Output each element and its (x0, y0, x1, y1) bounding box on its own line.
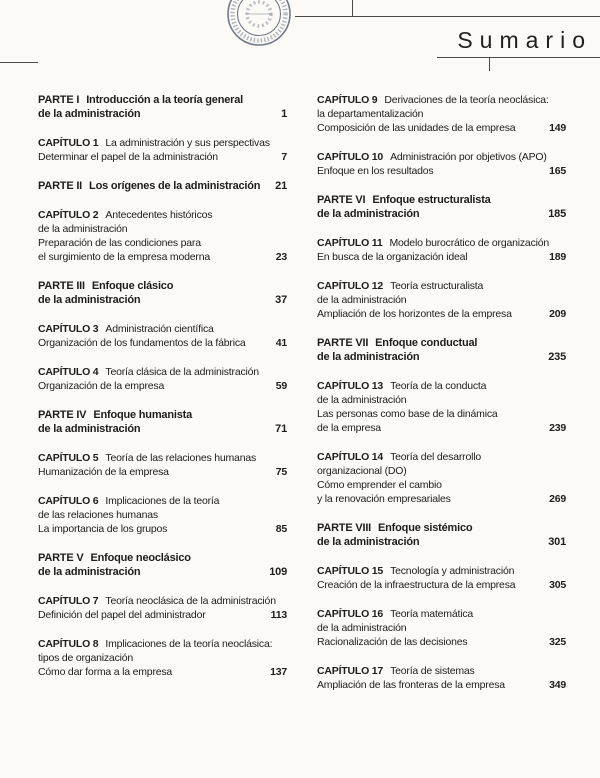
entry-line: la departamentalización (317, 108, 424, 120)
entry-line: Ampliación de los horizontes de la empresa (317, 308, 512, 320)
entry-text (317, 607, 542, 649)
entry-title: Teoría clásica de la administración (105, 366, 259, 378)
entry-first-line (317, 450, 542, 464)
toc-entry (317, 279, 566, 321)
header-rule-top (295, 16, 600, 17)
entry-page-number: 239 (549, 422, 566, 434)
entry-text (317, 450, 542, 506)
entry-line: Las personas como base de la dinámica (317, 408, 498, 420)
entry-page-number: 235 (548, 351, 566, 363)
entry-title: Teoría del desarrollo (390, 451, 481, 463)
library-stamp-icon (224, 0, 294, 49)
toc-entry (38, 594, 287, 622)
toc-entry (317, 93, 566, 135)
toc-entry (317, 193, 566, 221)
entry-text (317, 279, 542, 321)
entry-label: CAPÍTULO 11 (317, 237, 383, 249)
entry-page-number: 269 (549, 493, 566, 505)
entry-text (317, 236, 550, 264)
entry-first-line (38, 594, 276, 608)
toc-entry (317, 150, 566, 178)
entry-title: Administración científica (105, 323, 214, 335)
entry-title: Enfoque estructuralista (372, 194, 491, 206)
entry-line: de la administración (38, 566, 141, 578)
entry-page-number: 85 (275, 523, 287, 535)
entry-text (38, 208, 263, 264)
entry-title: Modelo burocrático de organización (389, 237, 550, 249)
entry-page-number: 109 (269, 566, 287, 578)
entry-page-number: 349 (549, 679, 566, 691)
entry-page-number: 1 (281, 108, 287, 120)
entry-first-line (317, 279, 542, 293)
entry-first-line (38, 551, 263, 565)
toc-column-right (317, 93, 566, 707)
entry-page-number: 185 (548, 208, 566, 220)
toc-entry (317, 664, 566, 692)
entry-line: organizacional (DO) (317, 465, 407, 477)
header-tick-top (352, 0, 353, 17)
entry-page-number: 7 (281, 151, 287, 163)
entry-label: CAPÍTULO 15 (317, 565, 384, 577)
entry-line: Enfoque en los resultados (317, 165, 434, 177)
entry-first-line (317, 93, 549, 107)
entry-line: Cómo dar forma a la empresa (38, 666, 173, 678)
entry-label: PARTE II (38, 180, 83, 192)
entry-text (317, 93, 549, 135)
entry-page-number: 209 (549, 308, 566, 320)
entry-label: CAPÍTULO 5 (38, 452, 99, 464)
entry-line: de la administración (317, 351, 420, 363)
entry-title: Teoría neoclásica de la administración (105, 595, 276, 607)
entry-line: Racionalización de las decisiones (317, 636, 468, 648)
entry-line: de la administración (38, 423, 141, 435)
entry-page-number: 305 (549, 579, 566, 591)
entry-first-line (317, 564, 542, 578)
entry-label: PARTE I (38, 94, 80, 106)
entry-first-line (38, 279, 263, 293)
toc-entry (317, 521, 566, 549)
entry-label: CAPÍTULO 6 (38, 495, 99, 507)
entry-page-number: 71 (275, 423, 287, 435)
entry-page-number: 37 (275, 294, 287, 306)
entry-text (38, 451, 263, 479)
entry-first-line (38, 408, 263, 422)
entry-label: CAPÍTULO 14 (317, 451, 384, 463)
toc-entry (317, 336, 566, 364)
entry-line: Organización de la empresa (38, 380, 165, 392)
left-edge-rule (0, 62, 38, 63)
entry-text (317, 379, 542, 435)
entry-line: Organización de los fundamentos de la fábrica (38, 337, 246, 349)
entry-first-line (38, 136, 270, 150)
entry-line: y la renovación empresariales (317, 493, 451, 505)
entry-line: de la empresa (317, 422, 381, 434)
entry-title: Teoría de las relaciones humanas (105, 452, 257, 464)
entry-first-line (317, 236, 550, 250)
entry-page-number: 23 (275, 251, 287, 263)
toc-entry (38, 279, 287, 307)
entry-label: CAPÍTULO 1 (38, 137, 99, 149)
entry-title: Administración por objetivos (APO) (390, 151, 547, 163)
entry-text (38, 551, 263, 579)
entry-label: PARTE VIII (317, 522, 372, 534)
entry-first-line (317, 521, 542, 535)
entry-title: Introducción a la teoría general (86, 94, 243, 106)
toc-entry (38, 451, 287, 479)
table-of-contents (38, 93, 566, 707)
entry-label: CAPÍTULO 13 (317, 380, 384, 392)
entry-text (38, 594, 276, 622)
toc-entry (38, 637, 287, 679)
entry-page-number: 41 (275, 337, 287, 349)
toc-entry (38, 208, 287, 264)
entry-text (38, 279, 263, 307)
entry-page-number: 189 (549, 251, 566, 263)
entry-label: CAPÍTULO 8 (38, 638, 99, 650)
toc-entry (317, 450, 566, 506)
entry-line: Humanización de la empresa (38, 466, 169, 478)
toc-entry (317, 564, 566, 592)
entry-label: CAPÍTULO 12 (317, 280, 384, 292)
entry-text (38, 408, 263, 436)
entry-line: de la administración (38, 294, 141, 306)
entry-label: CAPÍTULO 10 (317, 151, 384, 163)
entry-page-number: 301 (548, 536, 566, 548)
entry-text (38, 136, 270, 164)
entry-title: Implicaciones de la teoría (105, 495, 220, 507)
entry-title: Teoría de sistemas (390, 665, 475, 677)
entry-first-line (317, 607, 542, 621)
entry-line: En busca de la organización ideal (317, 251, 468, 263)
title-underline-tick (489, 57, 490, 71)
entry-text (317, 150, 547, 178)
entry-text (38, 365, 263, 393)
entry-line: tipos de organización (38, 652, 134, 664)
entry-text (38, 322, 263, 350)
entry-line: Preparación de las condiciones para (38, 237, 201, 249)
entry-first-line (38, 322, 263, 336)
entry-page-number: 137 (270, 666, 287, 678)
entry-first-line (317, 379, 542, 393)
entry-label: CAPÍTULO 16 (317, 608, 384, 620)
entry-label: CAPÍTULO 17 (317, 665, 384, 677)
entry-first-line (317, 336, 542, 350)
entry-page-number: 21 (275, 180, 287, 192)
entry-first-line (317, 150, 547, 164)
toc-column-left (38, 93, 287, 707)
entry-first-line (38, 93, 263, 107)
entry-line: Definición del papel del administrador (38, 609, 206, 621)
entry-text (38, 637, 273, 679)
entry-line: de la administración (317, 208, 420, 220)
entry-title: Enfoque neoclásico (90, 552, 191, 564)
entry-title: Teoría de la conducta (390, 380, 487, 392)
entry-title: Tecnología y administración (390, 565, 515, 577)
entry-title: Los orígenes de la administración (89, 180, 261, 192)
entry-page-number: 149 (549, 122, 566, 134)
toc-entry (38, 93, 287, 121)
entry-text (317, 336, 542, 364)
entry-title: Enfoque clásico (91, 280, 174, 292)
entry-line: de la administración (317, 394, 407, 406)
entry-title: Implicaciones de la teoría neoclásica: (105, 638, 273, 650)
entry-first-line (317, 664, 542, 678)
title-underline-rule (437, 57, 600, 58)
toc-entry (38, 365, 287, 393)
entry-title: Antecedentes históricos (105, 209, 213, 221)
entry-label: PARTE VI (317, 194, 366, 206)
entry-line: el surgimiento de la empresa moderna (38, 251, 210, 263)
entry-page-number: 75 (275, 466, 287, 478)
entry-page-number: 165 (549, 165, 566, 177)
entry-line: de la administración (317, 294, 407, 306)
entry-label: CAPÍTULO 7 (38, 595, 99, 607)
toc-entry (38, 136, 287, 164)
toc-entry (38, 179, 287, 193)
entry-line: de la administración (317, 536, 420, 548)
entry-line: Ampliación de las fronteras de la empresa (317, 679, 505, 691)
entry-label: CAPÍTULO 9 (317, 94, 378, 106)
entry-title: Enfoque sistémico (378, 522, 473, 534)
entry-label: CAPÍTULO 3 (38, 323, 99, 335)
entry-line: de la administración (38, 108, 141, 120)
toc-entry (317, 236, 566, 264)
entry-first-line (38, 179, 263, 193)
entry-line: Cómo emprender el cambio (317, 479, 442, 491)
entry-text (38, 494, 263, 536)
entry-line: de la administración (38, 223, 128, 235)
toc-entry (38, 408, 287, 436)
entry-label: PARTE III (38, 280, 85, 292)
toc-entry (38, 551, 287, 579)
entry-title: Enfoque conductual (375, 337, 478, 349)
entry-label: CAPÍTULO 2 (38, 209, 99, 221)
entry-line: Creación de la infraestructura de la empresa (317, 579, 516, 591)
toc-entry (38, 494, 287, 536)
entry-label: PARTE IV (38, 409, 87, 421)
entry-first-line (38, 365, 263, 379)
entry-title: Teoría estructuralista (390, 280, 484, 292)
entry-first-line (38, 208, 263, 222)
entry-page-number: 59 (275, 380, 287, 392)
entry-line: de la administración (317, 622, 407, 634)
entry-line: de las relaciones humanas (38, 509, 158, 521)
entry-title: Teoría matemática (390, 608, 474, 620)
entry-text (317, 521, 542, 549)
entry-text (317, 193, 542, 221)
entry-page-number: 113 (270, 609, 287, 621)
entry-page-number: 325 (549, 636, 566, 648)
entry-first-line (38, 451, 263, 465)
toc-entry (317, 607, 566, 649)
entry-title: La administración y sus perspectivas (105, 137, 270, 149)
toc-entry (317, 379, 566, 435)
entry-title: Enfoque humanista (93, 409, 192, 421)
entry-label: PARTE VII (317, 337, 369, 349)
entry-label: PARTE V (38, 552, 84, 564)
entry-text (38, 93, 263, 121)
entry-first-line (317, 193, 542, 207)
page-title: Sumario (457, 27, 592, 53)
entry-line: Composición de las unidades de la empresa (317, 122, 516, 134)
entry-title: Derivaciones de la teoría neoclásica: (384, 94, 549, 106)
entry-text (317, 564, 542, 592)
entry-label: CAPÍTULO 4 (38, 366, 99, 378)
entry-line: Determinar el papel de la administración (38, 151, 218, 163)
entry-line: La importancia de los grupos (38, 523, 168, 535)
toc-entry (38, 322, 287, 350)
entry-first-line (38, 494, 263, 508)
entry-first-line (38, 637, 273, 651)
entry-text (38, 179, 263, 193)
entry-text (317, 664, 542, 692)
